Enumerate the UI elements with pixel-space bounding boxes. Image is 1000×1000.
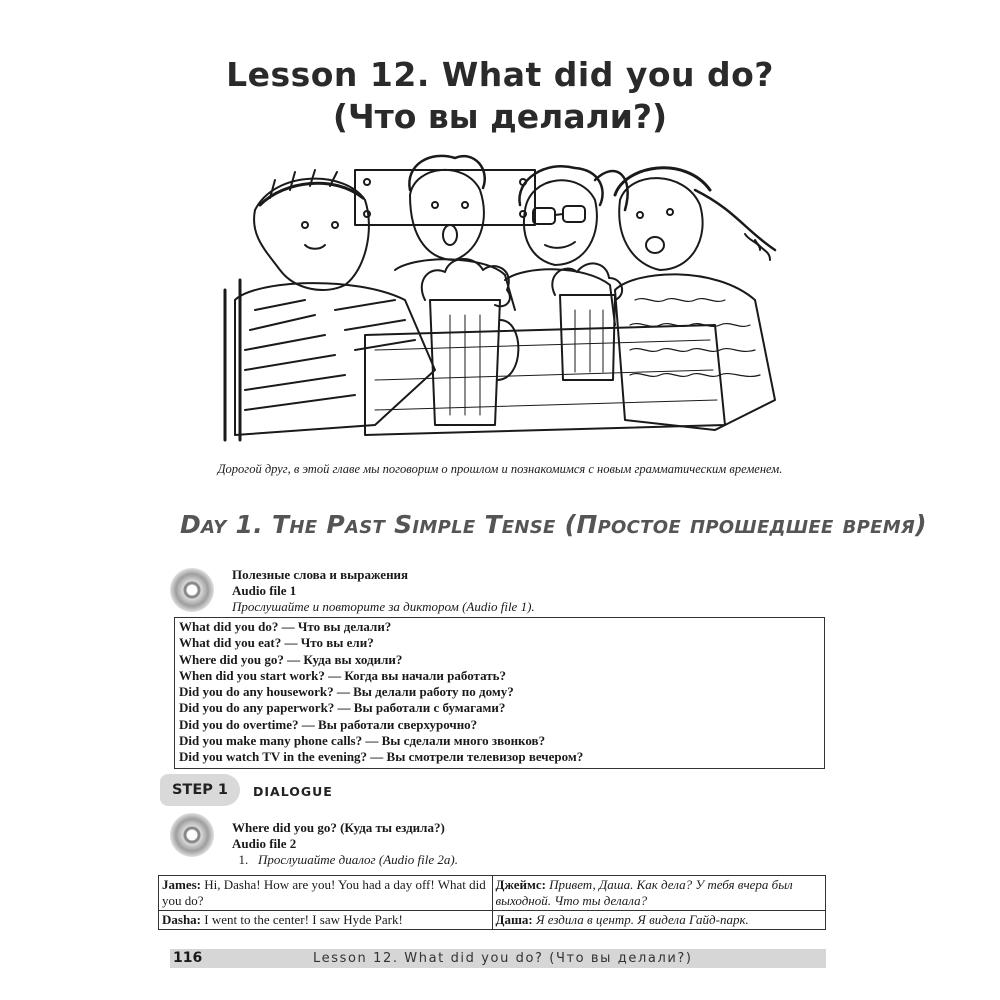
vocab-item: Did you make many phone calls? — Вы сделали много звонков? (179, 733, 546, 749)
dialogue-ru-cell: Джеймс: Привет, Даша. Как дела? У тебя вчера был выходной. Что ты делала? (492, 876, 826, 911)
step-label: DIALOGUE (253, 784, 333, 799)
lesson-subtitle: (Что вы делали?) (332, 97, 668, 136)
day-heading: Day 1. The Past Simple Tense (Простое прошедшее время) (180, 510, 927, 539)
table-row (159, 911, 826, 930)
vocab-item: Did you do any housework? — Вы делали работу по дому? (179, 684, 514, 700)
audio-cd-icon (170, 568, 214, 612)
table-row (159, 876, 826, 911)
vocab-item: Did you do overtime? — Вы работали сверхурочно? (179, 716, 478, 732)
dialogue-heading: Where did you go? (Куда ты ездила?) (232, 820, 445, 835)
dialogue-ru-cell: Даша: Я ездила в центр. Я видела Гайд-парк. (492, 911, 826, 930)
vocab-heading: Полезные слова и выражения (232, 567, 409, 582)
vocab-instruction: Прослушайте и повторите за диктором (Audio file 1). (232, 599, 535, 614)
vocab-list-box (174, 617, 825, 769)
audio-cd-icon (170, 813, 214, 857)
vocab-item: Did you watch TV in the evening? — Вы смотрели телевизор вечером? (179, 749, 584, 765)
illustration-friends-with-beer (215, 150, 785, 450)
vocab-item: What did you do? — Что вы делали? (179, 619, 392, 634)
vocab-header (232, 567, 535, 615)
dialogue-header (232, 820, 458, 868)
dialogue-table (158, 875, 826, 930)
page-number: 116 (173, 950, 203, 966)
footer-title: Lesson 12. What did you do? (Что вы делали?) (313, 951, 693, 966)
vocab-item: What did you eat? — Что вы ели? (179, 635, 374, 651)
dialogue-instruction: 1. Прослушайте диалог (Audio file 2a). (238, 852, 458, 867)
dialogue-en-cell: James: Hi, Dasha! How are you! You had a day off! What did you do? (159, 876, 493, 911)
dialogue-audio-label: Audio file 2 (232, 836, 297, 851)
lesson-title: Lesson 12. What did you do? (226, 55, 774, 94)
vocab-item: Did you do any paperwork? — Вы работали с бумагами? (179, 700, 506, 716)
vocab-item: Where did you go? — Куда вы ходили? (179, 651, 403, 667)
dialogue-en-cell: Dasha: I went to the center! I saw Hyde Park! (159, 911, 493, 930)
vocab-item: When did you start work? — Когда вы начали работать? (179, 667, 506, 683)
chapter-caption: Дорогой друг, в этой главе мы поговорим о прошлом и познакомимся с новым грамматическим временем. (217, 462, 783, 476)
step-badge: STEP 1 (160, 774, 240, 806)
vocab-audio-label: Audio file 1 (232, 583, 297, 598)
